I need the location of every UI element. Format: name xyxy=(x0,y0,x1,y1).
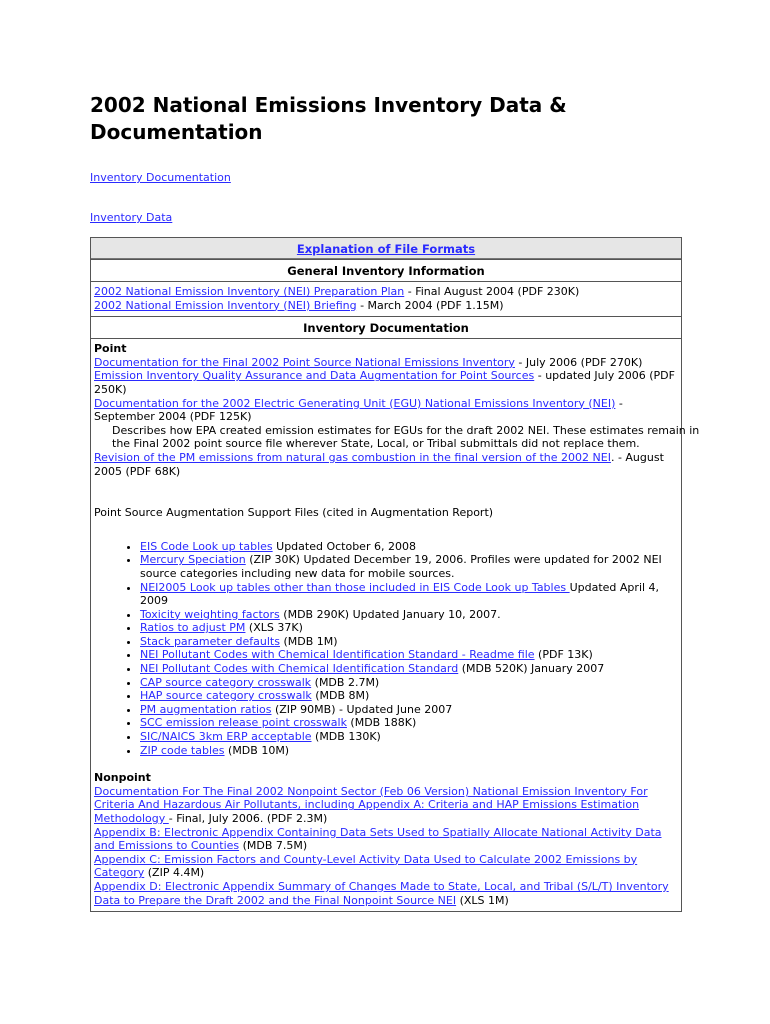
doc-item: Documentation for the Final 2002 Point Source National Emissions Inventory - July 2006 (PDF 270K) xyxy=(94,355,643,369)
egu-doc-link[interactable]: Documentation for the 2002 Electric Generating Unit (EGU) National Emissions Inventory (NEI) xyxy=(94,396,616,410)
nei-briefing-link[interactable]: 2002 National Emission Inventory (NEI) Briefing xyxy=(94,298,357,312)
nonpoint-item: Appendix B: Electronic Appendix Containing Data Sets Used to Spatially Allocate National Activity Data and Emissions to Counties (MDB 7.5M) xyxy=(94,825,662,853)
nonpoint-list xyxy=(94,785,678,907)
augmentation-file-link[interactable]: SCC emission release point crosswalk xyxy=(140,716,347,730)
augmentation-file-item: • SIC/NAICS 3km ERP acceptable (MDB 130K) xyxy=(140,730,678,744)
inventory-documentation-link[interactable]: Inventory Documentation xyxy=(90,171,231,184)
preparation-plan-link[interactable]: 2002 National Emission Inventory (NEI) Preparation Plan xyxy=(94,285,405,298)
augmentation-file-link[interactable]: NEI2005 Look up tables other than those included in EIS Code Look up Tables xyxy=(140,580,570,594)
nonpoint-doc-link[interactable]: Appendix D: Electronic Appendix Summary of Changes Made to State, Local, and Tribal (S/L/T) Inventory Data to Prepare the Draft 2002 and the Final Nonpoint Source NEI xyxy=(94,879,669,907)
augmentation-file-item: • Toxicity weighting factors (MDB 290K) Updated January 10, 2007. xyxy=(140,608,678,622)
augmentation-file-link[interactable]: NEI Pollutant Codes with Chemical Identification Standard xyxy=(140,662,459,676)
augmentation-file-item: • HAP source category crosswalk (MDB 8M) xyxy=(140,689,678,703)
augmentation-intro: Point Source Augmentation Support Files (cited in Augmentation Report) xyxy=(94,506,494,520)
augmentation-file-item: • ZIP code tables (MDB 10M) xyxy=(140,744,678,758)
general-info-cell xyxy=(91,282,681,316)
augmentation-file-item: • NEI Pollutant Codes with Chemical Identification Standard - Readme file (PDF 13K) xyxy=(140,648,678,662)
general-info-header: General Inventory Information xyxy=(91,259,681,282)
doc-item: Emission Inventory Quality Assurance and Data Augmentation for Point Sources - updated July 2006 (PDF 250K) xyxy=(94,369,675,396)
augmentation-file-link[interactable]: Ratios to adjust PM xyxy=(140,621,246,635)
augmentation-file-link[interactable]: CAP source category crosswalk xyxy=(140,675,312,689)
augmentation-file-item: • EIS Code Look up tables Updated October 6, 2008 xyxy=(140,540,678,554)
augmentation-file-item: • Ratios to adjust PM (XLS 37K) xyxy=(140,621,678,635)
nonpoint-item: Appendix C: Emission Factors and County-Level Activity Data Used to Calculate 2002 Emissions by Category (ZIP 4.4M) xyxy=(94,852,638,880)
augmentation-file-link[interactable]: Stack parameter defaults xyxy=(140,634,280,648)
inventory-table xyxy=(90,237,700,912)
nonpoint-item: Appendix D: Electronic Appendix Summary of Changes Made to State, Local, and Tribal (S/L/T) Inventory Data to Prepare the Draft 2002 and the Final Nonpoint Source NEI (XLS 1M) xyxy=(94,879,669,907)
general-item: 2002 National Emission Inventory (NEI) Briefing - March 2004 (PDF 1.15M) xyxy=(94,298,504,312)
egu-description: Describes how EPA created emission estimates for EGUs for the draft 2002 NEI. These estimates remain in the Final 2002 point source file wherever State, Local, or Tribal submittals did not replace them. xyxy=(112,423,700,451)
augmentation-file-item: • CAP source category crosswalk (MDB 2.7M) xyxy=(140,676,678,690)
augmentation-file-link[interactable]: SIC/NAICS 3km ERP acceptable xyxy=(140,730,312,744)
nonpoint-label: Nonpoint xyxy=(94,771,151,785)
augmentation-file-link[interactable]: HAP source category crosswalk xyxy=(140,689,312,703)
general-item: 2002 National Emission Inventory (NEI) Preparation Plan - Final August 2004 (PDF 230K) xyxy=(94,285,580,298)
documentation-cell xyxy=(91,339,700,911)
qa-augmentation-link[interactable]: Emission Inventory Quality Assurance and Data Augmentation for Point Sources xyxy=(94,369,535,383)
page-title: 2002 National Emissions Inventory Data & Documentation xyxy=(90,93,567,144)
nonpoint-item: Documentation For The Final 2002 Nonpoint Sector (Feb 06 Version) National Emission Inventory For Criteria And Hazardous Air Pollutants, including Appendix A: Criteria and HAP Emissions Estimation Methodology - Final, July 2006. (PDF 2.3M) xyxy=(94,784,648,825)
explanation-of-file-formats-link[interactable]: Explanation of File Formats xyxy=(296,242,476,256)
augmentation-file-link[interactable]: PM augmentation ratios xyxy=(140,702,272,716)
point-source-doc-link[interactable]: Documentation for the Final 2002 Point Source National Emissions Inventory xyxy=(94,355,515,369)
augmentation-file-link[interactable]: Toxicity weighting factors xyxy=(140,607,280,621)
doc-item: Revision of the PM emissions from natural gas combustion in the final version of the 2002 NEI. - August 2005 (PDF 68K) xyxy=(94,450,664,478)
augmentation-file-link[interactable]: NEI Pollutant Codes with Chemical Identification Standard - Readme file xyxy=(140,648,535,662)
nonpoint-doc-link[interactable]: Appendix B: Electronic Appendix Containing Data Sets Used to Spatially Allocate National Activity Data and Emissions to Counties xyxy=(94,825,662,853)
augmentation-file-item: • PM augmentation ratios (ZIP 90MB) - Updated June 2007 xyxy=(140,703,678,717)
explanation-header xyxy=(91,238,681,259)
augmentation-file-list xyxy=(94,540,678,758)
augmentation-file-item: • NEI Pollutant Codes with Chemical Identification Standard (MDB 520K) January 2007 xyxy=(140,662,678,676)
pm-revision-link[interactable]: Revision of the PM emissions from natural gas combustion in the final version of the 2002 NEI xyxy=(94,450,611,464)
inventory-documentation-header: Inventory Documentation xyxy=(91,316,681,339)
augmentation-file-item: • Mercury Speciation (ZIP 30K) Updated December 19, 2006. Profiles were updated for 2002 NEI source categories including new data for mobile sources. xyxy=(140,553,678,580)
augmentation-file-item: • SCC emission release point crosswalk (MDB 188K) xyxy=(140,716,678,730)
inventory-data-link[interactable]: Inventory Data xyxy=(90,211,173,224)
nonpoint-doc-link[interactable]: Documentation For The Final 2002 Nonpoint Sector (Feb 06 Version) National Emission Inventory For Criteria And Hazardous Air Pollutants, including Appendix A: Criteria and HAP Emissions Estimation Methodology xyxy=(94,784,648,825)
augmentation-file-link[interactable]: EIS Code Look up tables xyxy=(140,539,273,553)
point-label: Point xyxy=(94,342,127,356)
augmentation-file-link[interactable]: ZIP code tables xyxy=(140,743,225,757)
augmentation-file-item: • NEI2005 Look up tables other than those included in EIS Code Look up Tables Updated April 4, 2009 xyxy=(140,581,678,608)
doc-item: Documentation for the 2002 Electric Generating Unit (EGU) National Emissions Inventory (NEI) - September 2004 (PDF 125K) xyxy=(94,396,623,424)
augmentation-file-link[interactable]: Mercury Speciation xyxy=(140,553,246,567)
augmentation-file-item: • Stack parameter defaults (MDB 1M) xyxy=(140,635,678,649)
nonpoint-doc-link[interactable]: Appendix C: Emission Factors and County-Level Activity Data Used to Calculate 2002 Emissions by Category xyxy=(94,852,638,880)
